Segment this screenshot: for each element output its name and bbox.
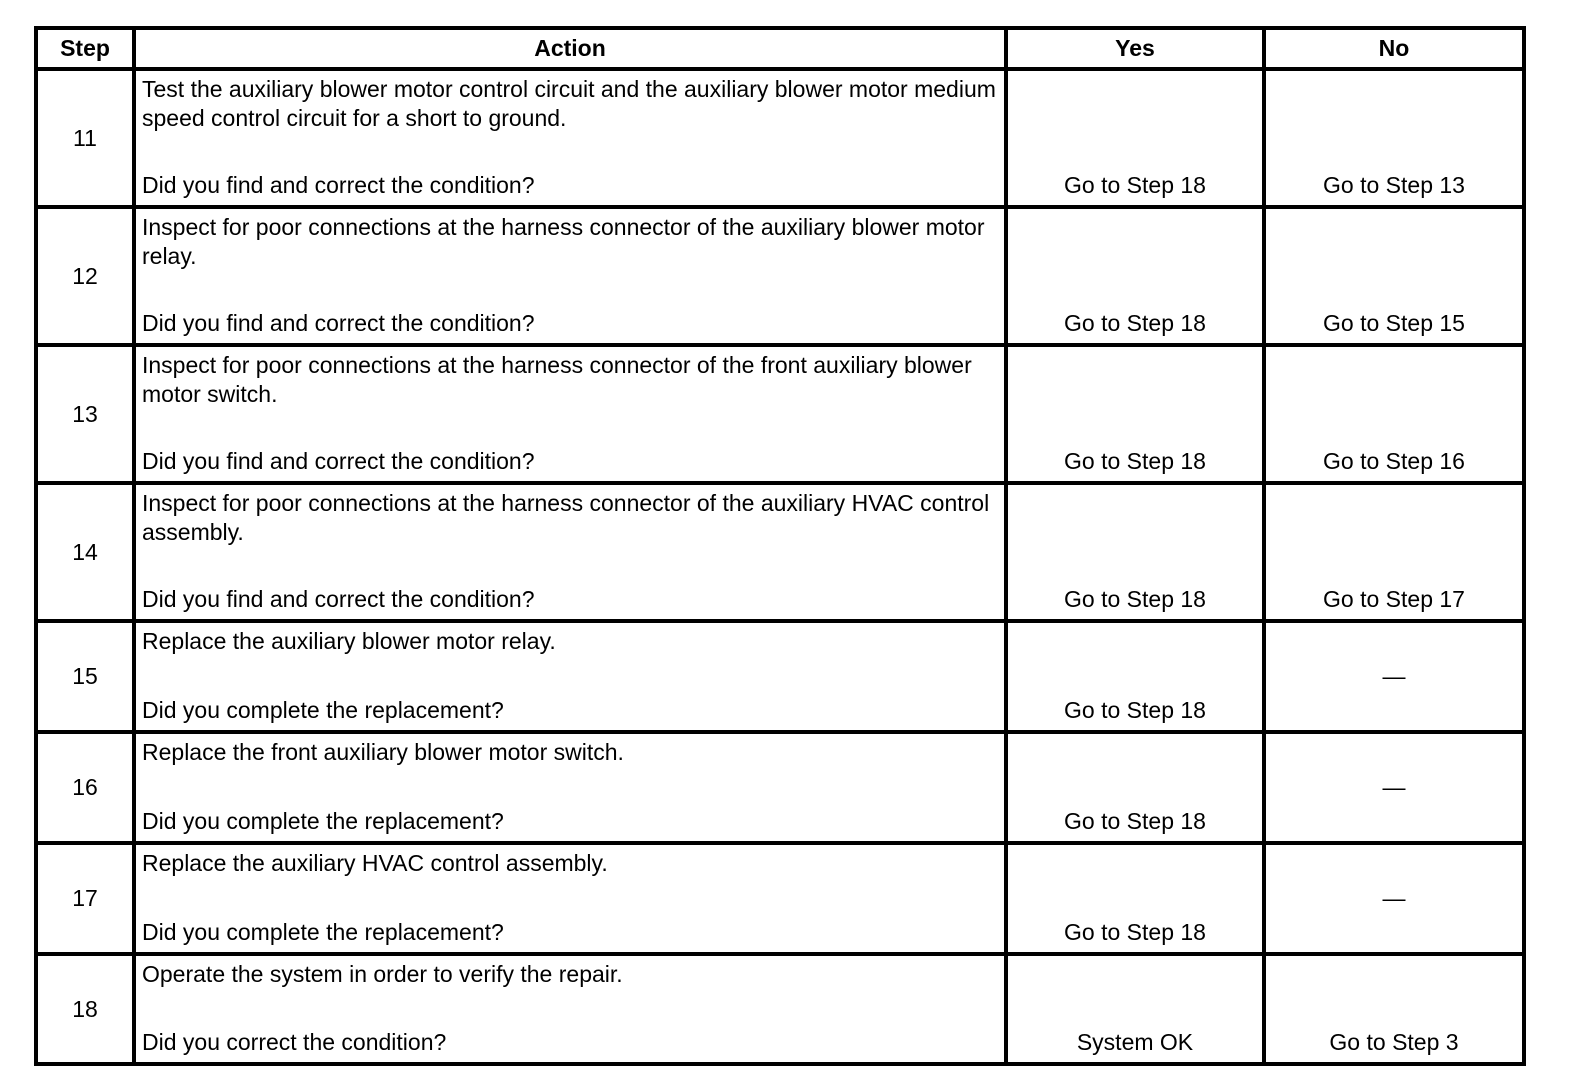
step-number: 13 xyxy=(36,345,134,483)
table-row xyxy=(36,843,1524,954)
step-number: 11 xyxy=(36,69,134,207)
action-question: Did you find and correct the condition? xyxy=(142,310,535,336)
no-result: — xyxy=(1264,732,1524,843)
action-text: Inspect for poor connections at the harness connector of the front auxiliary blower motor switch. xyxy=(142,352,972,407)
action-cell xyxy=(134,621,1006,732)
yes-result: System OK xyxy=(1006,954,1264,1064)
yes-result: Go to Step 18 xyxy=(1006,621,1264,732)
yes-result: Go to Step 18 xyxy=(1006,345,1264,483)
action-question: Did you complete the replacement? xyxy=(142,697,504,723)
action-cell xyxy=(134,345,1006,483)
action-text: Operate the system in order to verify the repair. xyxy=(142,961,623,987)
step-number: 17 xyxy=(36,843,134,954)
header-action: Action xyxy=(134,28,1006,69)
table-row xyxy=(36,69,1524,207)
action-cell xyxy=(134,843,1006,954)
diagnostic-table xyxy=(34,26,1526,1066)
no-result: Go to Step 17 xyxy=(1264,483,1524,621)
header-step: Step xyxy=(36,28,134,69)
table-header-row xyxy=(36,28,1524,69)
yes-result: Go to Step 18 xyxy=(1006,483,1264,621)
no-result: Go to Step 16 xyxy=(1264,345,1524,483)
no-result: — xyxy=(1264,621,1524,732)
yes-result: Go to Step 18 xyxy=(1006,69,1264,207)
action-cell xyxy=(134,207,1006,345)
action-text: Replace the auxiliary blower motor relay. xyxy=(142,628,556,654)
step-number: 15 xyxy=(36,621,134,732)
table-row xyxy=(36,732,1524,843)
no-result: Go to Step 3 xyxy=(1264,954,1524,1064)
action-question: Did you find and correct the condition? xyxy=(142,586,535,612)
action-cell xyxy=(134,732,1006,843)
action-question: Did you find and correct the condition? xyxy=(142,172,535,198)
action-cell xyxy=(134,954,1006,1064)
table-row xyxy=(36,954,1524,1064)
yes-result: Go to Step 18 xyxy=(1006,843,1264,954)
no-result: Go to Step 13 xyxy=(1264,69,1524,207)
table-row xyxy=(36,483,1524,621)
table-row xyxy=(36,345,1524,483)
action-text: Replace the auxiliary HVAC control assembly. xyxy=(142,850,608,876)
table-row xyxy=(36,207,1524,345)
table-row xyxy=(36,621,1524,732)
step-number: 12 xyxy=(36,207,134,345)
action-question: Did you complete the replacement? xyxy=(142,919,504,945)
step-number: 16 xyxy=(36,732,134,843)
yes-result: Go to Step 18 xyxy=(1006,207,1264,345)
action-cell xyxy=(134,69,1006,207)
action-question: Did you correct the condition? xyxy=(142,1029,447,1055)
yes-result: Go to Step 18 xyxy=(1006,732,1264,843)
no-result: Go to Step 15 xyxy=(1264,207,1524,345)
action-text: Replace the front auxiliary blower motor switch. xyxy=(142,739,624,765)
header-no: No xyxy=(1264,28,1524,69)
step-number: 14 xyxy=(36,483,134,621)
action-cell xyxy=(134,483,1006,621)
action-question: Did you complete the replacement? xyxy=(142,808,504,834)
action-text: Test the auxiliary blower motor control circuit and the auxiliary blower motor medium speed control circuit for a short to ground. xyxy=(142,76,996,131)
step-number: 18 xyxy=(36,954,134,1064)
no-result: — xyxy=(1264,843,1524,954)
action-text: Inspect for poor connections at the harness connector of the auxiliary blower motor relay. xyxy=(142,214,985,269)
action-question: Did you find and correct the condition? xyxy=(142,448,535,474)
action-text: Inspect for poor connections at the harness connector of the auxiliary HVAC control assembly. xyxy=(142,490,990,545)
header-yes: Yes xyxy=(1006,28,1264,69)
